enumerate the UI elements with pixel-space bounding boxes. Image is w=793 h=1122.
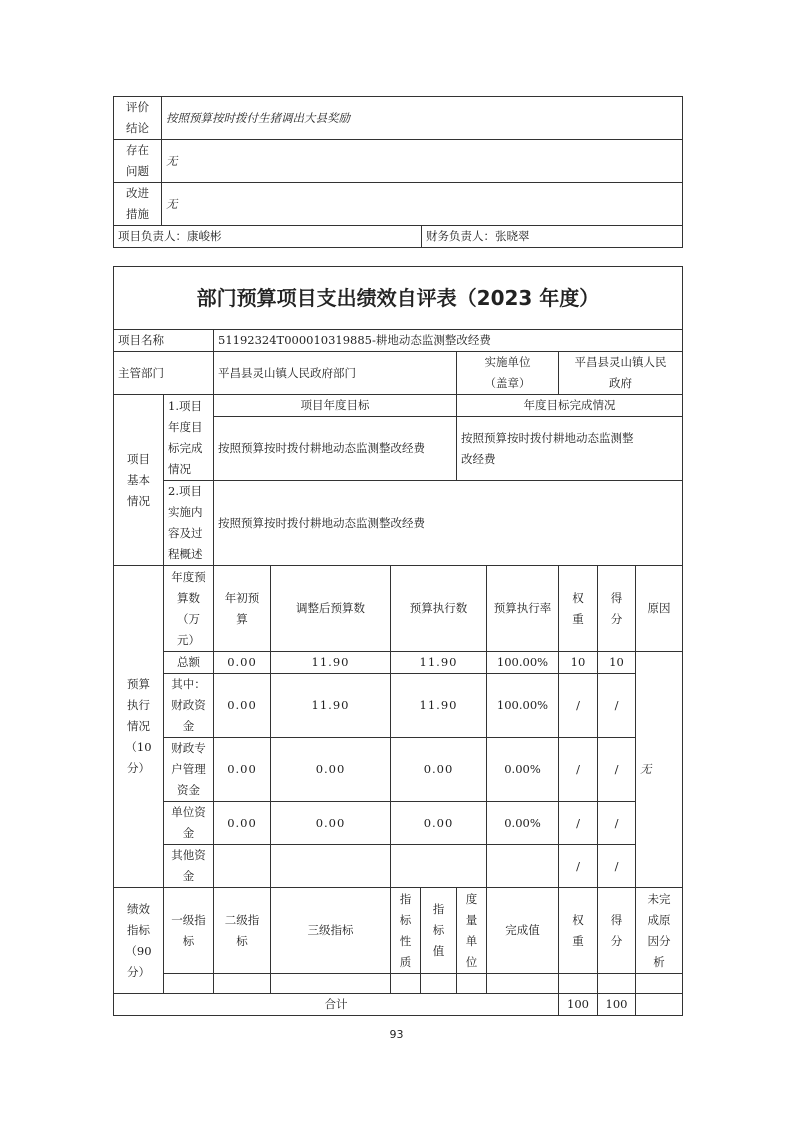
total-score: 100 <box>598 994 636 1016</box>
budget-row-name: 总额 <box>164 652 214 674</box>
goal-completion-label: 1.项目 年度目 标完成 情况 <box>164 395 214 481</box>
impl-overview-text: 按照预算按时拨付耕地动态监测整改经费 <box>214 481 683 566</box>
measures-label: 改进 措施 <box>114 183 162 226</box>
perf-empty-cell <box>164 974 214 994</box>
total-weight: 100 <box>559 994 598 1016</box>
perf-empty-cell <box>636 974 683 994</box>
perf-header-unit: 度 量 单 位 <box>457 888 487 974</box>
performance-self-evaluation-form <box>113 266 683 1016</box>
total-label: 合计 <box>114 994 559 1016</box>
budget-row-rate <box>487 845 559 888</box>
page-number: 93 <box>389 1028 404 1041</box>
table-row <box>114 738 683 802</box>
table-row <box>114 974 683 994</box>
budget-row-adjusted: 0.00 <box>271 738 391 802</box>
project-name-value: 51192324T000010319885-耕地动态监测整改经费 <box>214 330 683 352</box>
conclusion-label: 评价 结论 <box>114 97 162 140</box>
table-row <box>114 845 683 888</box>
budget-execution-label: 预算 执行 情况 （10 分） <box>114 566 164 888</box>
budget-row-executed: 0.00 <box>391 738 487 802</box>
perf-header-level1: 一级指 标 <box>164 888 214 974</box>
perf-empty-cell <box>214 974 271 994</box>
impl-overview-label: 2.项目 实施内 容及过 程概述 <box>164 481 214 566</box>
perf-header-unfinished: 未完 成原 因分 析 <box>636 888 683 974</box>
goal-done-header: 年度目标完成情况 <box>457 395 683 417</box>
budget-row-initial: 0.00 <box>214 674 271 738</box>
budget-header-rate: 预算执行率 <box>487 566 559 652</box>
budget-row-initial <box>214 845 271 888</box>
evaluation-summary-table <box>113 96 683 248</box>
budget-header-reason: 原因 <box>636 566 683 652</box>
budget-row-initial: 0.00 <box>214 652 271 674</box>
perf-header-level2: 二级指 标 <box>214 888 271 974</box>
finance-leader: 财务负责人：张晓翠 <box>422 226 683 248</box>
basic-info-label: 项目 基本 情况 <box>114 395 164 566</box>
perf-empty-cell <box>559 974 598 994</box>
budget-row-score: / <box>598 845 636 888</box>
budget-row-initial: 0.00 <box>214 738 271 802</box>
form-title: 部门预算项目支出绩效自评表（2023 年度） <box>114 267 683 330</box>
budget-row-name: 财政专 户管理 资金 <box>164 738 214 802</box>
perf-empty-cell <box>457 974 487 994</box>
budget-reason-value: 无 <box>636 652 683 888</box>
budget-row-adjusted: 11.90 <box>271 652 391 674</box>
perf-header-value: 指 标 值 <box>421 888 457 974</box>
budget-row-score: / <box>598 674 636 738</box>
perf-empty-cell <box>598 974 636 994</box>
budget-header-initial: 年初预 算 <box>214 566 271 652</box>
budget-row-weight: / <box>559 738 598 802</box>
budget-header-annual: 年度预 算数 （万 元） <box>164 566 214 652</box>
table-row <box>114 674 683 738</box>
goal-done-text: 按照预算按时拨付耕地动态监测整 改经费 <box>457 417 683 481</box>
dept-label: 主管部门 <box>114 352 214 395</box>
budget-row-score: / <box>598 738 636 802</box>
budget-row-weight: 10 <box>559 652 598 674</box>
budget-row-executed: 11.90 <box>391 674 487 738</box>
perf-empty-cell <box>271 974 391 994</box>
budget-row-adjusted: 0.00 <box>271 802 391 845</box>
budget-header-executed: 预算执行数 <box>391 566 487 652</box>
total-empty-cell <box>636 994 683 1016</box>
budget-row-weight: / <box>559 845 598 888</box>
performance-indicator-label: 绩效 指标 （90 分） <box>114 888 164 994</box>
budget-row-weight: / <box>559 674 598 738</box>
budget-row-adjusted: 11.90 <box>271 674 391 738</box>
impl-unit-value: 平昌县灵山镇人民 政府 <box>559 352 683 395</box>
perf-header-weight: 权 重 <box>559 888 598 974</box>
budget-row-adjusted <box>271 845 391 888</box>
table-row <box>114 802 683 845</box>
problems-value: 无 <box>162 140 683 183</box>
dept-value: 平昌县灵山镇人民政府部门 <box>214 352 457 395</box>
perf-header-score: 得 分 <box>598 888 636 974</box>
impl-unit-label: 实施单位 （盖章） <box>457 352 559 395</box>
project-name-label: 项目名称 <box>114 330 214 352</box>
perf-empty-cell <box>391 974 421 994</box>
budget-row-rate: 0.00% <box>487 802 559 845</box>
perf-header-level3: 三级指标 <box>271 888 391 974</box>
perf-empty-cell <box>487 974 559 994</box>
budget-row-initial: 0.00 <box>214 802 271 845</box>
budget-header-score: 得 分 <box>598 566 636 652</box>
budget-row-rate: 0.00% <box>487 738 559 802</box>
annual-goal-header: 项目年度目标 <box>214 395 457 417</box>
project-leader: 项目负责人：康峻彬 <box>114 226 422 248</box>
table-row <box>114 652 683 674</box>
budget-header-adjusted: 调整后预算数 <box>271 566 391 652</box>
budget-row-name: 其他资 金 <box>164 845 214 888</box>
budget-row-rate: 100.00% <box>487 652 559 674</box>
budget-row-name: 其中： 财政资 金 <box>164 674 214 738</box>
problems-label: 存在 问题 <box>114 140 162 183</box>
budget-row-weight: / <box>559 802 598 845</box>
budget-row-score: / <box>598 802 636 845</box>
perf-empty-cell <box>421 974 457 994</box>
budget-row-executed: 0.00 <box>391 802 487 845</box>
budget-row-score: 10 <box>598 652 636 674</box>
conclusion-value: 按照预算按时拨付生猪调出大县奖励 <box>162 97 683 140</box>
budget-row-rate: 100.00% <box>487 674 559 738</box>
perf-header-nature: 指 标 性 质 <box>391 888 421 974</box>
measures-value: 无 <box>162 183 683 226</box>
budget-row-executed: 11.90 <box>391 652 487 674</box>
budget-row-executed <box>391 845 487 888</box>
budget-row-name: 单位资 金 <box>164 802 214 845</box>
perf-header-done: 完成值 <box>487 888 559 974</box>
annual-goal-text: 按照预算按时拨付耕地动态监测整改经费 <box>214 417 457 481</box>
budget-header-weight: 权 重 <box>559 566 598 652</box>
